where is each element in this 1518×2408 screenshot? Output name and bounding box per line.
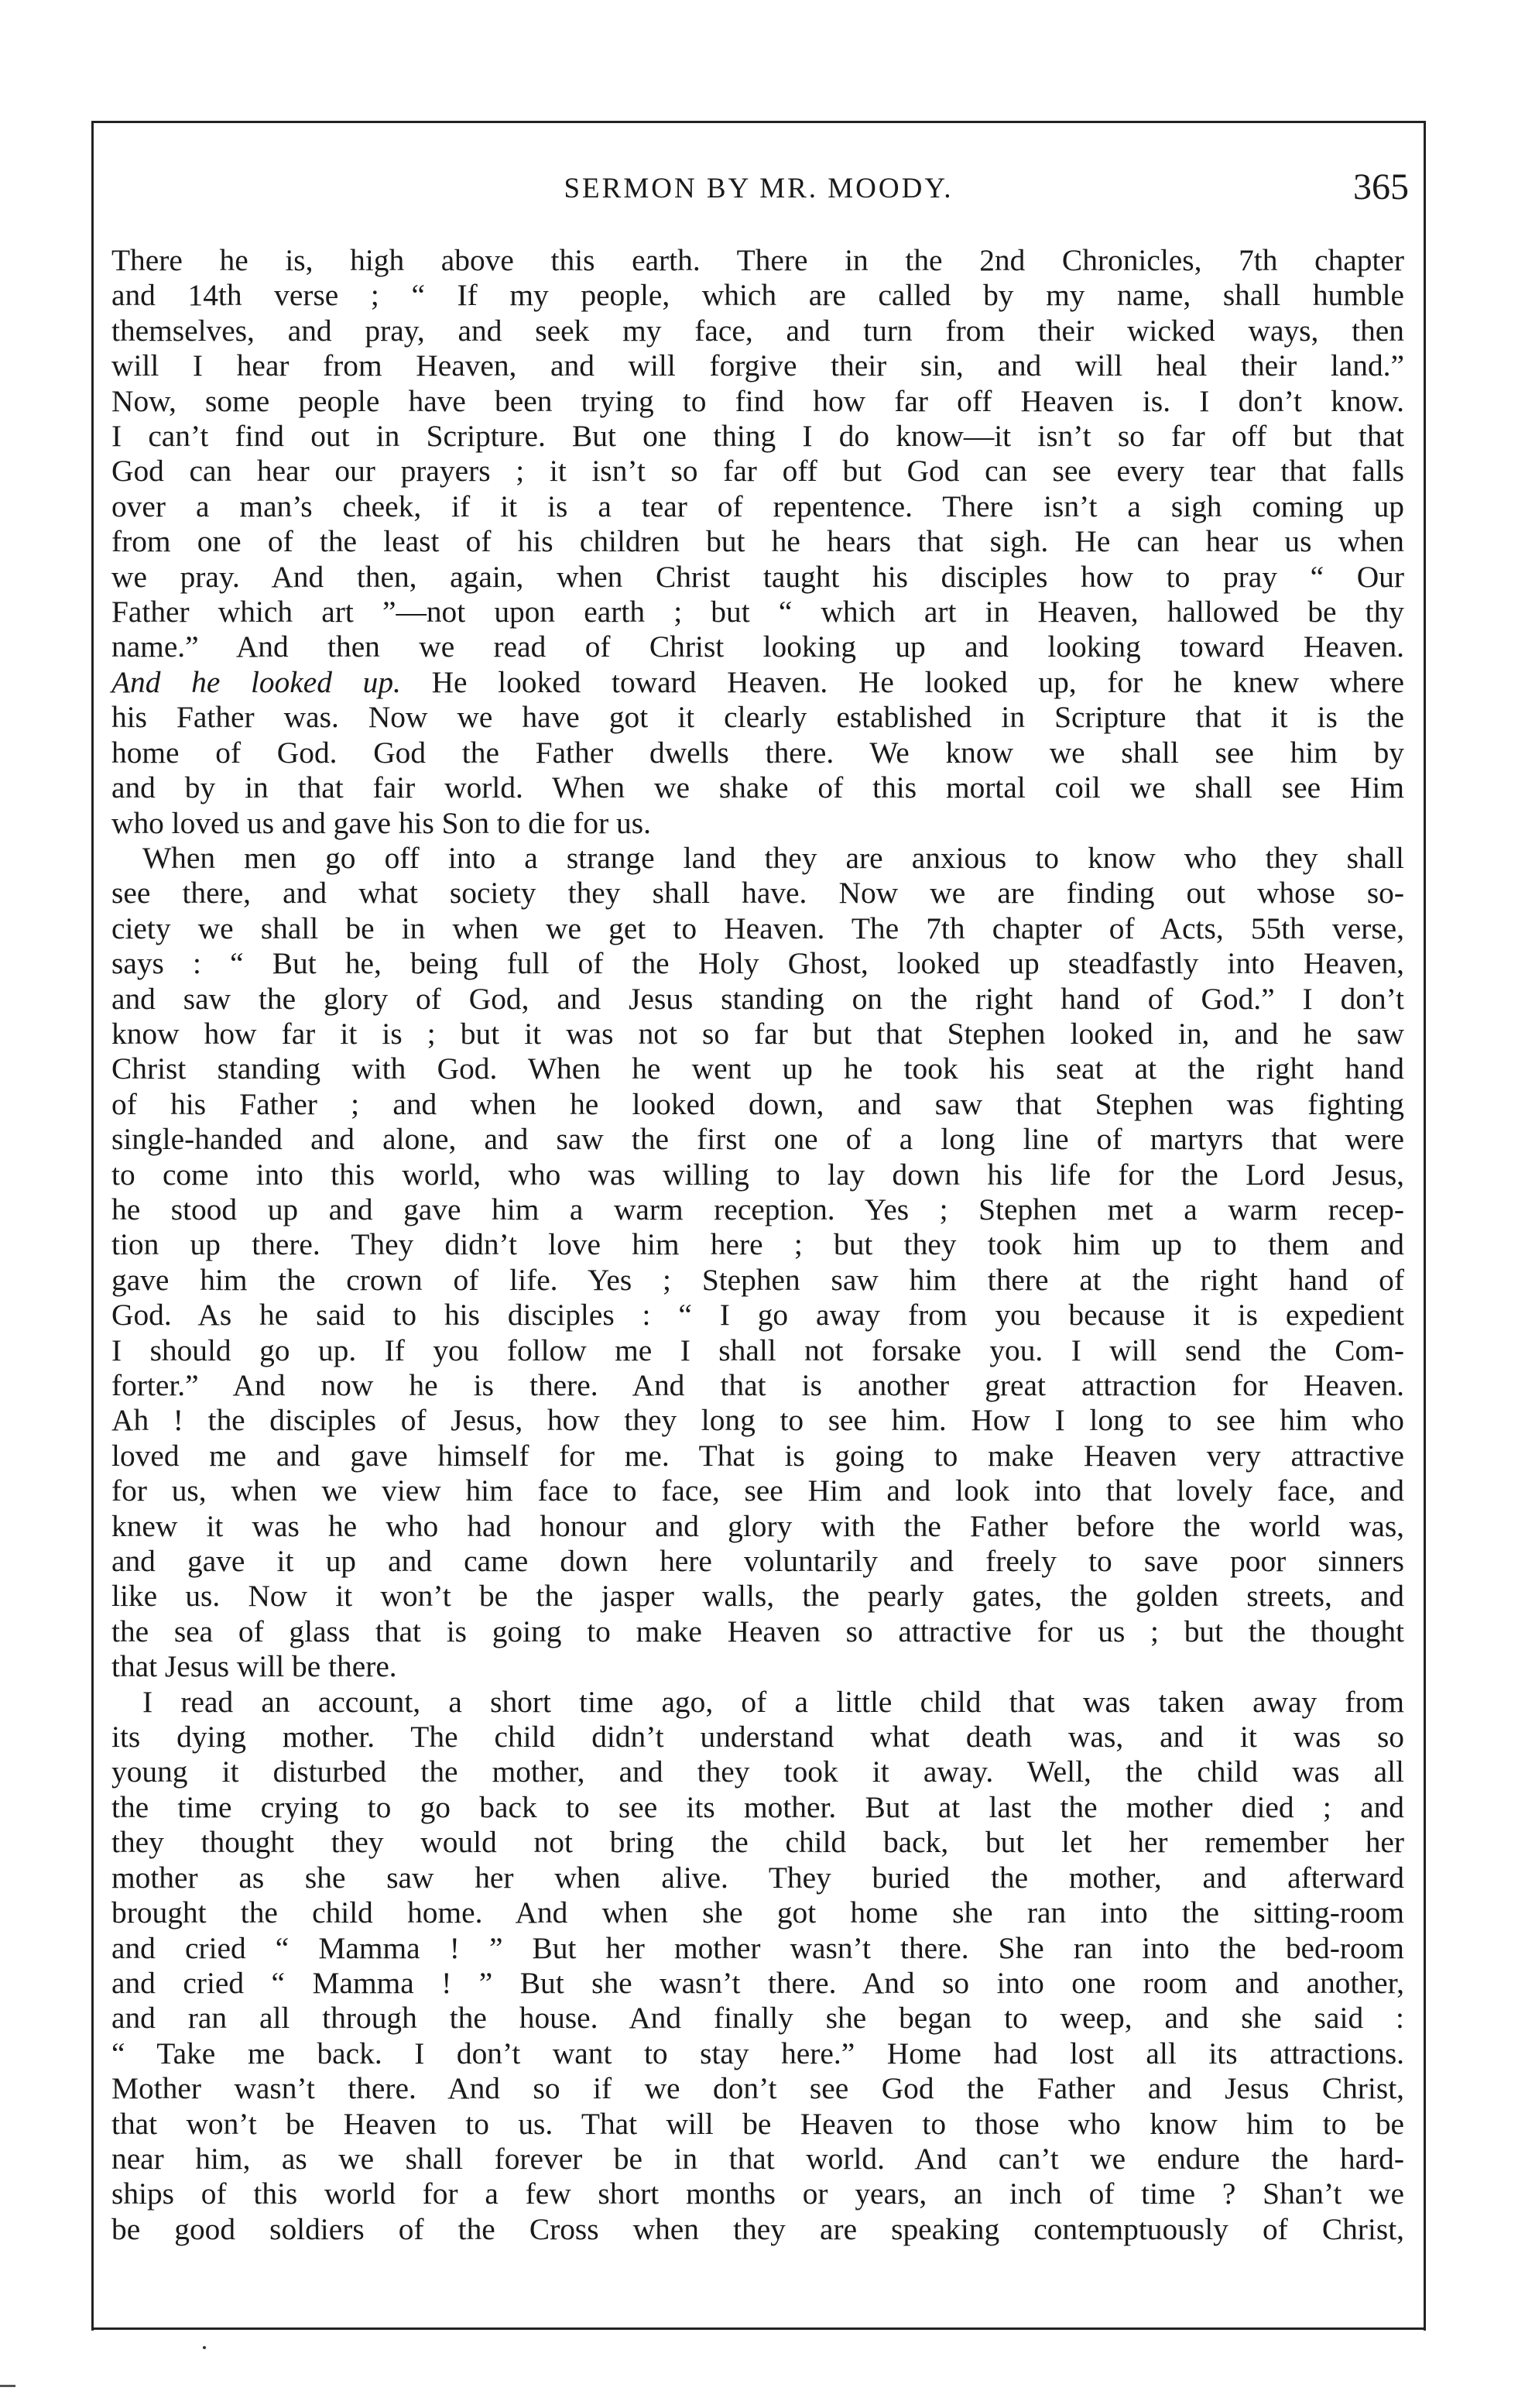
page-number: 365	[1353, 166, 1409, 208]
text-line: says : “ But he, being full of the Holy Ghost, looked up steadfastly into Heaven,	[111, 946, 1404, 981]
italic-phrase: And he looked up.	[111, 664, 401, 699]
text-line: knew it was he who had honour and glory with the Father before the world was,	[111, 1508, 1404, 1543]
paragraph	[111, 243, 1404, 841]
text-line: God. As he said to his disciples : “ I go away from you because it is expedient	[111, 1298, 1404, 1333]
text-line: from one of the least of his children but he hears that sigh. He can hear us when	[111, 524, 1404, 559]
text-line: single-handed and alone, and saw the first one of a long line of martyrs that were	[111, 1122, 1404, 1157]
text-line: and 14th verse ; “ If my people, which are called by my name, shall humble	[111, 278, 1404, 313]
running-title: SERMON BY MR. MOODY.	[564, 173, 954, 204]
text-line: they thought they would not bring the child back, but let her remember her	[111, 1825, 1404, 1860]
text-line: “ Take me back. I don’t want to stay here.” Home had lost all its attractions.	[111, 2036, 1404, 2070]
text-line: and cried “ Mamma ! ” But she wasn’t there. And so into one room and another,	[111, 1965, 1404, 2000]
text-line: he stood up and gave him a warm reception. Yes ; Stephen met a warm recep-	[111, 1192, 1404, 1226]
page-frame-bottom-rule	[91, 2327, 1426, 2330]
text-line: Ah ! the disciples of Jesus, how they long to see him. How I long to see him who	[111, 1403, 1404, 1438]
running-head	[108, 166, 1409, 211]
text-line: that Jesus will be there.	[111, 1649, 397, 1684]
text-line: Christ standing with God. When he went up he took his seat at the right hand	[111, 1051, 1404, 1086]
text-line: see there, and what society they shall have. Now we are finding out whose so-	[111, 876, 1404, 911]
text-line: and saw the glory of God, and Jesus standing on the right hand of God.” I don’t	[111, 981, 1404, 1016]
text-line: name.” And then we read of Christ looking up and looking toward Heaven.	[111, 629, 1404, 664]
text-line: the sea of glass that is going to make Heaven so attractive for us ; but the thought	[111, 1614, 1404, 1648]
text-line: I can’t find out in Scripture. But one thing I do know—it isn’t so far off but that	[111, 419, 1404, 454]
text-line: his Father was. Now we have got it clearly established in Scripture that it is the	[111, 700, 1404, 735]
text-line: know how far it is ; but it was not so far but that Stephen looked in, and he saw	[111, 1016, 1404, 1051]
text-line: brought the child home. And when she got home she ran into the sitting-room	[111, 1895, 1404, 1930]
text-line: near him, as we shall forever be in that world. And can’t we endure the hard-	[111, 2141, 1404, 2176]
text-line: tion up there. They didn’t love him here ; but they took him up to them and	[111, 1227, 1404, 1262]
text-line: I read an account, a short time ago, of a little child that was taken away from	[142, 1684, 1404, 1719]
text-line: and by in that fair world. When we shake of this mortal coil we shall see Him	[111, 770, 1404, 805]
margin-tick-mark	[0, 2385, 15, 2387]
text-line: young it disturbed the mother, and they took it away. Well, the child was all	[111, 1755, 1404, 1789]
text-line: and gave it up and came down here voluntarily and freely to save poor sinners	[111, 1544, 1404, 1579]
text-line: who loved us and gave his Son to die for us.	[111, 805, 651, 840]
text-line: the time crying to go back to see its mother. But at last the mother died ; and	[111, 1789, 1404, 1824]
text-line: and ran all through the house. And finally she began to weep, and she said :	[111, 2001, 1404, 2036]
text-line: ships of this world for a few short months or years, an inch of time ? Shan’t we	[111, 2176, 1404, 2211]
text-line: of his Father ; and when he looked down, and saw that Stephen was fighting	[111, 1086, 1404, 1121]
paragraph	[111, 841, 1404, 1685]
text-line: themselves, and pray, and seek my face, and turn from their wicked ways, then	[111, 313, 1404, 348]
paragraph	[111, 1685, 1404, 2248]
text-line: When men go off into a strange land they are anxious to know who they shall	[142, 840, 1404, 875]
text-line: I should go up. If you follow me I shall not forsake you. I will send the Com-	[111, 1333, 1404, 1367]
text-line: Now, some people have been trying to find how far off Heaven is. I don’t know.	[111, 383, 1404, 418]
text-line: that won’t be Heaven to us. That will be Heaven to those who know him to be	[111, 2106, 1404, 2141]
text-line: we pray. And then, again, when Christ taught his disciples how to pray “ Our	[111, 559, 1404, 594]
text-line: And he looked up. He looked toward Heaven. He looked up, for he knew where	[111, 664, 1404, 699]
body-text	[111, 243, 1404, 2247]
text-line: like us. Now it won’t be the jasper walls, the pearly gates, the golden streets, and	[111, 1579, 1404, 1614]
text-line: be good soldiers of the Cross when they are speaking contemptuously of Christ,	[111, 2211, 1404, 2246]
text-line: for us, when we view him face to face, see Him and look into that lovely face, and	[111, 1473, 1404, 1508]
text-line: mother as she saw her when alive. They buried the mother, and afterward	[111, 1860, 1404, 1895]
text-line: loved me and gave himself for me. That is going to make Heaven very attractive	[111, 1438, 1404, 1473]
text-line: will I hear from Heaven, and will forgive their sin, and will heal their land.”	[111, 348, 1404, 383]
text-line: home of God. God the Father dwells there. We know we shall see him by	[111, 735, 1404, 770]
text-line: gave him the crown of life. Yes ; Stephen saw him there at the right hand of	[111, 1262, 1404, 1297]
text-line: Father which art ”—not upon earth ; but “ which art in Heaven, hallowed be thy	[111, 595, 1404, 629]
text-line: Mother wasn’t there. And so if we don’t see God the Father and Jesus Christ,	[111, 2071, 1404, 2106]
text-line: over a man’s cheek, if it is a tear of repentence. There isn’t a sigh coming up	[111, 489, 1404, 523]
text-line: its dying mother. The child didn’t understand what death was, and it was so	[111, 1720, 1404, 1755]
text-line: ciety we shall be in when we get to Heaven. The 7th chapter of Acts, 55th verse,	[111, 911, 1404, 945]
stray-dot-mark	[203, 2346, 206, 2349]
text-line: to come into this world, who was willing to lay down his life for the Lord Jesus,	[111, 1157, 1404, 1192]
text-line: God can hear our prayers ; it isn’t so far off but God can see every tear that falls	[111, 454, 1404, 489]
text-line: and cried “ Mamma ! ” But her mother wasn’t there. She ran into the bed-room	[111, 1930, 1404, 1965]
text-line: forter.” And now he is there. And that is another great attraction for Heaven.	[111, 1368, 1404, 1402]
text-line: There he is, high above this earth. There in the 2nd Chronicles, 7th chapter	[111, 243, 1404, 277]
